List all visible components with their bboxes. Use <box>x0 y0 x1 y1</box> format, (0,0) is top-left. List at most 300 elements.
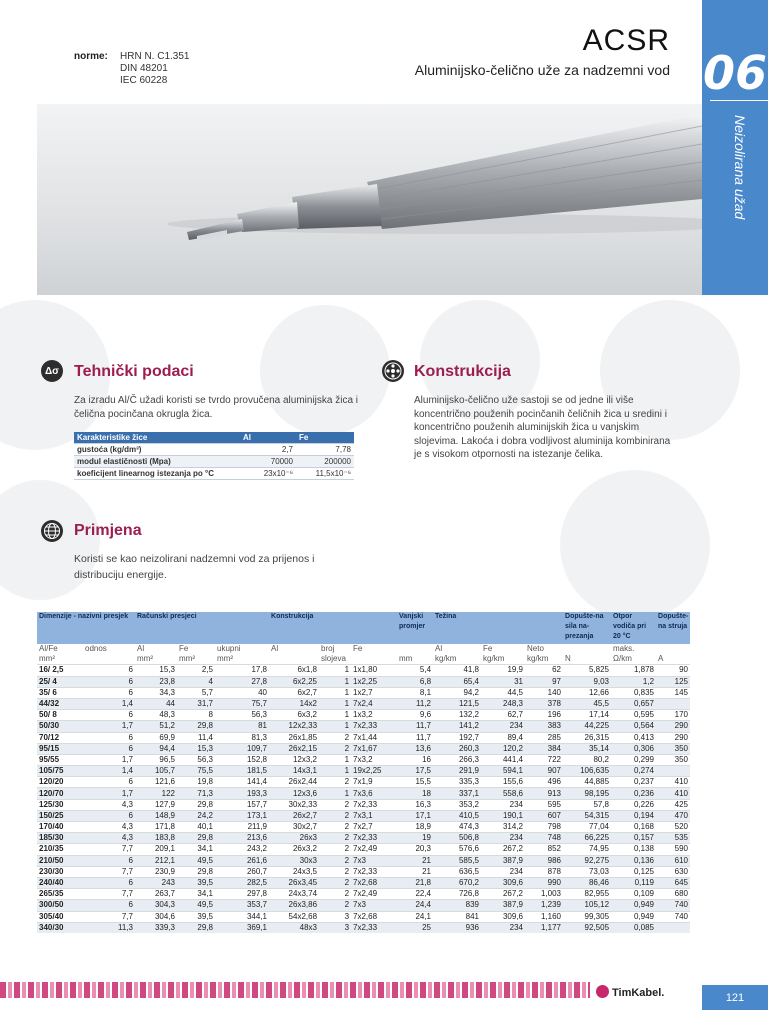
cell: 7x2,68 <box>351 877 397 888</box>
cell: 0,138 <box>611 844 656 855</box>
cell: 230,9 <box>135 866 177 877</box>
cell: 344,1 <box>215 911 269 922</box>
row-dimension: 25/ 4 <box>37 676 83 687</box>
row-label: gustoća (kg/dm³) <box>74 444 240 456</box>
cell: 54,315 <box>563 810 611 821</box>
cell: 630 <box>656 866 690 877</box>
cell: 24x3,5 <box>269 866 319 877</box>
cell: 607 <box>525 810 563 821</box>
table-row <box>37 844 690 855</box>
cell: 69,9 <box>135 732 177 743</box>
cell: 24,1 <box>397 911 433 922</box>
cell: 26x3,45 <box>269 877 319 888</box>
cell: 1,160 <box>525 911 563 922</box>
cell: 48,3 <box>135 710 177 721</box>
cell: 353,2 <box>433 799 481 810</box>
unit-cell: mm² <box>37 654 83 665</box>
cell: 290 <box>656 732 690 743</box>
cell: 740 <box>656 900 690 911</box>
cell: 24,2 <box>177 810 215 821</box>
cell: 0,835 <box>611 687 656 698</box>
cell: 105,7 <box>135 766 177 777</box>
cell: 6x3,2 <box>269 710 319 721</box>
section-title-konstrukcija: Konstrukcija <box>414 363 511 380</box>
subheader-cell: Fe <box>351 644 397 654</box>
table-row <box>37 810 690 821</box>
page-title: ACSR <box>582 24 670 57</box>
cell: 34,3 <box>135 687 177 698</box>
cell: 29,8 <box>177 721 215 732</box>
cell: 6 <box>83 855 135 866</box>
cell: 30x2,7 <box>269 822 319 833</box>
row-dimension: 120/70 <box>37 788 83 799</box>
cell: 31,7 <box>177 698 215 709</box>
cell: 26x2,44 <box>269 777 319 788</box>
cell: 3 <box>319 922 351 933</box>
row-dimension: 170/40 <box>37 822 83 833</box>
cell: 77,04 <box>563 822 611 833</box>
cell: 34,1 <box>177 844 215 855</box>
cell: 213,6 <box>215 833 269 844</box>
cell: 1,7 <box>83 721 135 732</box>
row-dimension: 265/35 <box>37 889 83 900</box>
cell: 6 <box>83 743 135 754</box>
row-dimension: 210/50 <box>37 855 83 866</box>
cell: 181,5 <box>215 766 269 777</box>
cell: 7x2,4 <box>351 698 397 709</box>
cell: 106,635 <box>563 766 611 777</box>
cell: 62 <box>525 665 563 676</box>
cell: 913 <box>525 788 563 799</box>
row-dimension: 120/20 <box>37 777 83 788</box>
cell: 7,78 <box>296 444 354 456</box>
cell: 410,5 <box>433 810 481 821</box>
cell: 40 <box>215 687 269 698</box>
cell: 1,2 <box>611 676 656 687</box>
cell: 304,6 <box>135 911 177 922</box>
cell: 285 <box>525 732 563 743</box>
cell: 234 <box>481 866 525 877</box>
subheader-cell <box>563 644 611 654</box>
table-row <box>37 754 690 765</box>
cell: 4 <box>177 676 215 687</box>
cell: 2 <box>319 877 351 888</box>
subheader-cell: Neto <box>525 644 563 654</box>
decorative-stripe <box>0 982 590 998</box>
cell: 56,3 <box>177 754 215 765</box>
cell: 48x3 <box>269 922 319 933</box>
cell: 1 <box>319 766 351 777</box>
cell: 29,8 <box>177 922 215 933</box>
table-row <box>37 866 690 877</box>
cell: 0,119 <box>611 877 656 888</box>
table-row <box>37 665 690 676</box>
cell: 7x3,1 <box>351 810 397 821</box>
cell: 5,825 <box>563 665 611 676</box>
cell: 2 <box>319 900 351 911</box>
cell: 1x3,2 <box>351 710 397 721</box>
cell: 70000 <box>240 456 296 468</box>
chapter-tab <box>702 0 768 295</box>
unit-cell: mm² <box>215 654 269 665</box>
cell: 16 <box>397 754 433 765</box>
cell: 266,3 <box>433 754 481 765</box>
cell: 12x3,6 <box>269 788 319 799</box>
row-dimension: 125/30 <box>37 799 83 810</box>
table-row <box>74 444 354 456</box>
cell: 22,4 <box>397 889 433 900</box>
page-number <box>702 985 768 1010</box>
row-dimension: 300/50 <box>37 900 83 911</box>
cell: 212,1 <box>135 855 177 866</box>
cell: 304,3 <box>135 900 177 911</box>
cell: 7x3 <box>351 855 397 866</box>
row-dimension: 95/55 <box>37 754 83 765</box>
cell: 1 <box>319 665 351 676</box>
cell: 990 <box>525 877 563 888</box>
cell: 726,8 <box>433 889 481 900</box>
cell: 92,505 <box>563 922 611 933</box>
cell: 0,157 <box>611 833 656 844</box>
cell: 155,6 <box>481 777 525 788</box>
subheader-cell: Al <box>135 644 177 654</box>
cell: 496 <box>525 777 563 788</box>
unit-cell: mm² <box>177 654 215 665</box>
cell: 470 <box>656 810 690 821</box>
cell: 23,8 <box>135 676 177 687</box>
page-subtitle: Aluminijsko-čelično uže za nadzemni vod <box>414 62 670 78</box>
table-row <box>37 822 690 833</box>
cell: 13,6 <box>397 743 433 754</box>
cell: 14x3,1 <box>269 766 319 777</box>
page-number-text: 121 <box>725 991 745 1004</box>
cell: 66,225 <box>563 833 611 844</box>
cell: 2 <box>319 822 351 833</box>
cell: 18,9 <box>397 822 433 833</box>
row-dimension: 210/35 <box>37 844 83 855</box>
primjena-text: Koristi se kao neizolirani nadzemni vod za prijenos i distribuciju energije. <box>74 553 315 581</box>
acsr-specification-table <box>37 612 690 933</box>
cell: 44,5 <box>481 687 525 698</box>
cell: 89,4 <box>481 732 525 743</box>
cell: 11,7 <box>397 721 433 732</box>
cell: 0,564 <box>611 721 656 732</box>
cell: 986 <box>525 855 563 866</box>
cell: 20,3 <box>397 844 433 855</box>
subheader-cell <box>397 644 433 654</box>
cell: 30x2,33 <box>269 799 319 810</box>
cell: 7,7 <box>83 844 135 855</box>
cell: 26,315 <box>563 732 611 743</box>
cell: 6x1,8 <box>269 665 319 676</box>
cell: 2 <box>319 799 351 810</box>
cell: 74,95 <box>563 844 611 855</box>
cell: 0,306 <box>611 743 656 754</box>
cell: 234 <box>481 721 525 732</box>
subheader-cell: odnos <box>83 644 135 654</box>
cell: 0,194 <box>611 810 656 821</box>
cell: 1 <box>319 721 351 732</box>
cell: 21,8 <box>397 877 433 888</box>
table-row <box>74 456 354 468</box>
cell: 122 <box>135 788 177 799</box>
cell: 387,9 <box>481 855 525 866</box>
cell: 152,8 <box>215 754 269 765</box>
cell: 14x2 <box>269 698 319 709</box>
cell <box>656 698 690 709</box>
cell: 852 <box>525 844 563 855</box>
cell: 335,3 <box>433 777 481 788</box>
cell: 2 <box>319 833 351 844</box>
cell: 2 <box>319 777 351 788</box>
cell: 0,236 <box>611 788 656 799</box>
cell: 384 <box>525 743 563 754</box>
cell: 309,6 <box>481 911 525 922</box>
cell: 0,136 <box>611 855 656 866</box>
table-row <box>37 721 690 732</box>
table-row <box>37 788 690 799</box>
cell: 75,7 <box>215 698 269 709</box>
cell: 2 <box>319 743 351 754</box>
cell: 680 <box>656 889 690 900</box>
cell: 1,4 <box>83 698 135 709</box>
cell: 369,1 <box>215 922 269 933</box>
table-row <box>37 710 690 721</box>
cell: 132,2 <box>433 710 481 721</box>
cell: 748 <box>525 833 563 844</box>
cell: 0,237 <box>611 777 656 788</box>
cell: 6 <box>83 810 135 821</box>
cell: 0,109 <box>611 889 656 900</box>
cell: 4,3 <box>83 822 135 833</box>
cell: 0,949 <box>611 900 656 911</box>
cell: 15,3 <box>135 665 177 676</box>
cell: 6 <box>83 732 135 743</box>
cell: 71,3 <box>177 788 215 799</box>
cell: 558,6 <box>481 788 525 799</box>
cell: 7x1,44 <box>351 732 397 743</box>
cell: 267,2 <box>481 889 525 900</box>
chapter-divider <box>710 100 768 101</box>
norme-list <box>120 51 189 87</box>
cell: 18 <box>397 788 433 799</box>
cell: 1,4 <box>83 766 135 777</box>
cell: 636,5 <box>433 866 481 877</box>
cell: 81 <box>215 721 269 732</box>
cell: 21 <box>397 855 433 866</box>
row-dimension: 230/30 <box>37 866 83 877</box>
cell: 141,4 <box>215 777 269 788</box>
group-header: Vanjski promjer <box>397 612 433 644</box>
cell: 410 <box>656 788 690 799</box>
subheader-cell: Fe <box>177 644 215 654</box>
wire-characteristics-table <box>74 432 354 480</box>
chapter-side-text: Neizolirana užad <box>732 115 748 220</box>
cell <box>656 766 690 777</box>
cell: 260,7 <box>215 866 269 877</box>
cell: 11,2 <box>397 698 433 709</box>
table-subheader-row <box>37 644 690 654</box>
cell: 19 <box>397 833 433 844</box>
cell: 4,3 <box>83 799 135 810</box>
table-row <box>37 687 690 698</box>
cell: 11,4 <box>177 732 215 743</box>
unit-cell: slojeva <box>319 654 351 665</box>
table-row <box>37 900 690 911</box>
cell: 80,2 <box>563 754 611 765</box>
cell: 65,4 <box>433 676 481 687</box>
cell: 39,5 <box>177 877 215 888</box>
unit-cell: N <box>563 654 611 665</box>
unit-cell <box>351 654 397 665</box>
cell: 2 <box>319 866 351 877</box>
cell: 7x2,33 <box>351 799 397 810</box>
cell: 30x3 <box>269 855 319 866</box>
cell: 19,8 <box>177 777 215 788</box>
cell: 44,225 <box>563 721 611 732</box>
cell: 81,3 <box>215 732 269 743</box>
cell: 25 <box>397 922 433 933</box>
cell: 722 <box>525 754 563 765</box>
cell: 141,2 <box>433 721 481 732</box>
cell: 1,003 <box>525 889 563 900</box>
cell: 234 <box>481 799 525 810</box>
col-header: Karakteristike žice <box>74 432 240 444</box>
unit-cell <box>269 654 319 665</box>
cell: 1 <box>319 676 351 687</box>
cell: 6x2,25 <box>269 676 319 687</box>
cell: 0,413 <box>611 732 656 743</box>
cell: 6 <box>83 900 135 911</box>
cell: 291,9 <box>433 766 481 777</box>
subheader-cell <box>656 644 690 654</box>
cell: 1,7 <box>83 754 135 765</box>
unit-cell: kg/km <box>433 654 481 665</box>
cell: 15,3 <box>177 743 215 754</box>
cell: 183,8 <box>135 833 177 844</box>
cell: 1,7 <box>83 788 135 799</box>
cell: 24x3,74 <box>269 889 319 900</box>
row-dimension: 305/40 <box>37 911 83 922</box>
table-row <box>37 877 690 888</box>
cell: 54x2,68 <box>269 911 319 922</box>
cell: 585,5 <box>433 855 481 866</box>
cell: 17,5 <box>397 766 433 777</box>
cell: 907 <box>525 766 563 777</box>
cell: 15,5 <box>397 777 433 788</box>
table-row <box>74 468 354 480</box>
table-row <box>37 766 690 777</box>
cell: 5,4 <box>397 665 433 676</box>
cell: 0,949 <box>611 911 656 922</box>
cell: 339,3 <box>135 922 177 933</box>
row-dimension: 44/32 <box>37 698 83 709</box>
cell: 7x2,49 <box>351 889 397 900</box>
cell: 1,239 <box>525 900 563 911</box>
cell: 2 <box>319 889 351 900</box>
cell: 7,7 <box>83 889 135 900</box>
table-row <box>37 922 690 933</box>
cell: 2 <box>319 732 351 743</box>
cell: 97 <box>525 676 563 687</box>
group-header: Težina <box>433 612 563 644</box>
cell: 94,2 <box>433 687 481 698</box>
cell: 26x1,85 <box>269 732 319 743</box>
norme-item: IEC 60228 <box>120 75 168 86</box>
cell: 378 <box>525 698 563 709</box>
table-body <box>37 665 690 933</box>
cell: 1,878 <box>611 665 656 676</box>
cable-cross-section-icon <box>382 360 404 382</box>
cell: 192,7 <box>433 732 481 743</box>
cell: 12,66 <box>563 687 611 698</box>
table-header-row <box>74 432 354 444</box>
cell: 243,2 <box>215 844 269 855</box>
subheader-cell: Al <box>433 644 481 654</box>
cell: 7x2,68 <box>351 911 397 922</box>
cell: 109,7 <box>215 743 269 754</box>
cell: 173,1 <box>215 810 269 821</box>
cell: 19,9 <box>481 665 525 676</box>
table-row <box>37 911 690 922</box>
cell: 57,8 <box>563 799 611 810</box>
cell: 0,125 <box>611 866 656 877</box>
cell: 75,5 <box>177 766 215 777</box>
cell: 3 <box>319 911 351 922</box>
cell: 0,085 <box>611 922 656 933</box>
cell: 90 <box>656 665 690 676</box>
cell: 56,3 <box>215 710 269 721</box>
subheader-cell: Fe <box>481 644 525 654</box>
cell: 44 <box>135 698 177 709</box>
cell: 82,955 <box>563 889 611 900</box>
cell: 6 <box>83 710 135 721</box>
subheader-cell: broj <box>319 644 351 654</box>
group-header: Računski presjeci <box>135 612 269 644</box>
cell: 121,6 <box>135 777 177 788</box>
cell: 49,5 <box>177 900 215 911</box>
cell: 190,1 <box>481 810 525 821</box>
cell: 29,8 <box>177 833 215 844</box>
cell: 5,7 <box>177 687 215 698</box>
table-row <box>37 855 690 866</box>
cell: 6 <box>83 687 135 698</box>
section-title-tehnicki: Tehnički podaci <box>74 363 194 380</box>
cell: 248,3 <box>481 698 525 709</box>
cell: 41,8 <box>433 665 481 676</box>
cell: 196 <box>525 710 563 721</box>
cable-illustration <box>37 104 702 295</box>
cell: 26x3 <box>269 833 319 844</box>
cell: 99,305 <box>563 911 611 922</box>
cell: 383 <box>525 721 563 732</box>
cell: 7x2,33 <box>351 922 397 933</box>
row-dimension: 50/30 <box>37 721 83 732</box>
cell: 353,7 <box>215 900 269 911</box>
konstrukcija-text: Aluminijsko-čelično uže sastoji se od jedne ili više koncentrično použenih pocinčanih čeličnih žica u sredini i koncentrično použenih aluminijskih žica u vanjskim slojevima. Lakoća i dobra vodljivost aluminija kombinirana je s visokom otpornosti na istezanje čelika. <box>414 395 671 460</box>
cell: 839 <box>433 900 481 911</box>
cell: 337,1 <box>433 788 481 799</box>
cell: 92,275 <box>563 855 611 866</box>
cell: 145 <box>656 687 690 698</box>
cell: 520 <box>656 822 690 833</box>
cell: 86,46 <box>563 877 611 888</box>
cell: 7x3,2 <box>351 754 397 765</box>
cell: 39,5 <box>177 911 215 922</box>
logo-mark-icon <box>596 985 609 998</box>
row-dimension: 150/25 <box>37 810 83 821</box>
cell: 24,4 <box>397 900 433 911</box>
